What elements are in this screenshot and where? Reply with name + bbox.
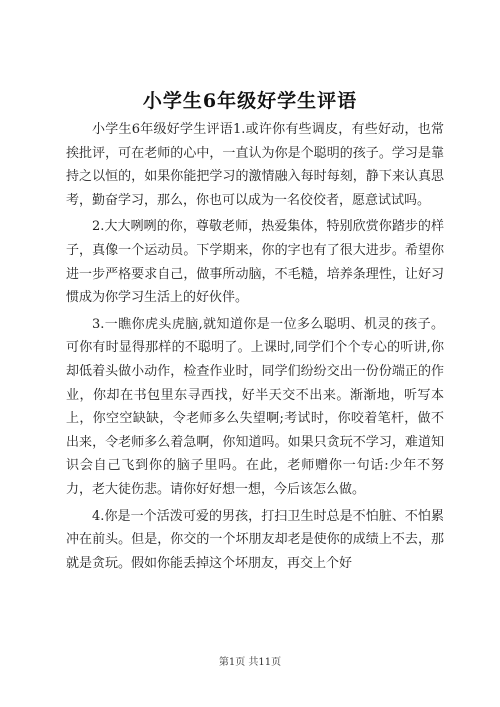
document-body xyxy=(66,118,444,578)
paragraph-2: 2.大大咧咧的你，尊敬老师，热爱集体，特别欣赏你踏步的样子，真像一个运动员。下学期来，你的字也有了很大进步。希望你进一步严格要求自己，做事所动脑，不毛糙，培养条理性，让好习惯成为你学习生活上的好伙伴。 xyxy=(66,219,444,306)
document-title: 小学生6年级好学生评语 xyxy=(142,90,358,112)
paragraph-4: 4.你是一个活泼可爱的男孩，打扫卫生时总是不怕脏、不怕累冲在前头。但是，你交的一个坏朋友却老是使你的成绩上不去，那就是贪玩。假如你能丢掉这个坏朋友，再交上个好 xyxy=(66,508,444,571)
paragraph-1: 小学生6年级好学生评语1.或许你有些调皮，有些好动，也常挨批评，可在老师的心中，一直认为你是个聪明的孩子。学习是靠持之以恒的，如果你能把学习的激情融入每时每刻，静下来认真思考，勤奋学习，那么，你也可以成为一名佼佼者，愿意试试吗。 xyxy=(66,122,444,208)
paragraph-3: 3.一瞧你虎头虎脑,就知道你是一位多么聪明、机灵的孩子。可你有时显得那样的不聪明了。上课时,同学们个个专心的听讲,你却低着头做小动作，检查作业时，同学们纷纷交出一份份端正的作业，你却在书包里东寻西找，好半天交不出来。渐渐地，听写本上，你空空缺缺，令老师多么失望啊;考试时，你咬着笔杆，做不出来，令老师多么着急啊，你知道吗。如果只贪玩不学习，难道知识会自己飞到你的脑子里吗。在此，老师赠你一句话:少年不努力，老大徒伤悲。请你好好想一想，今后该怎么做。 xyxy=(66,316,444,497)
page-footer: 第1页 共11页 xyxy=(218,657,282,668)
